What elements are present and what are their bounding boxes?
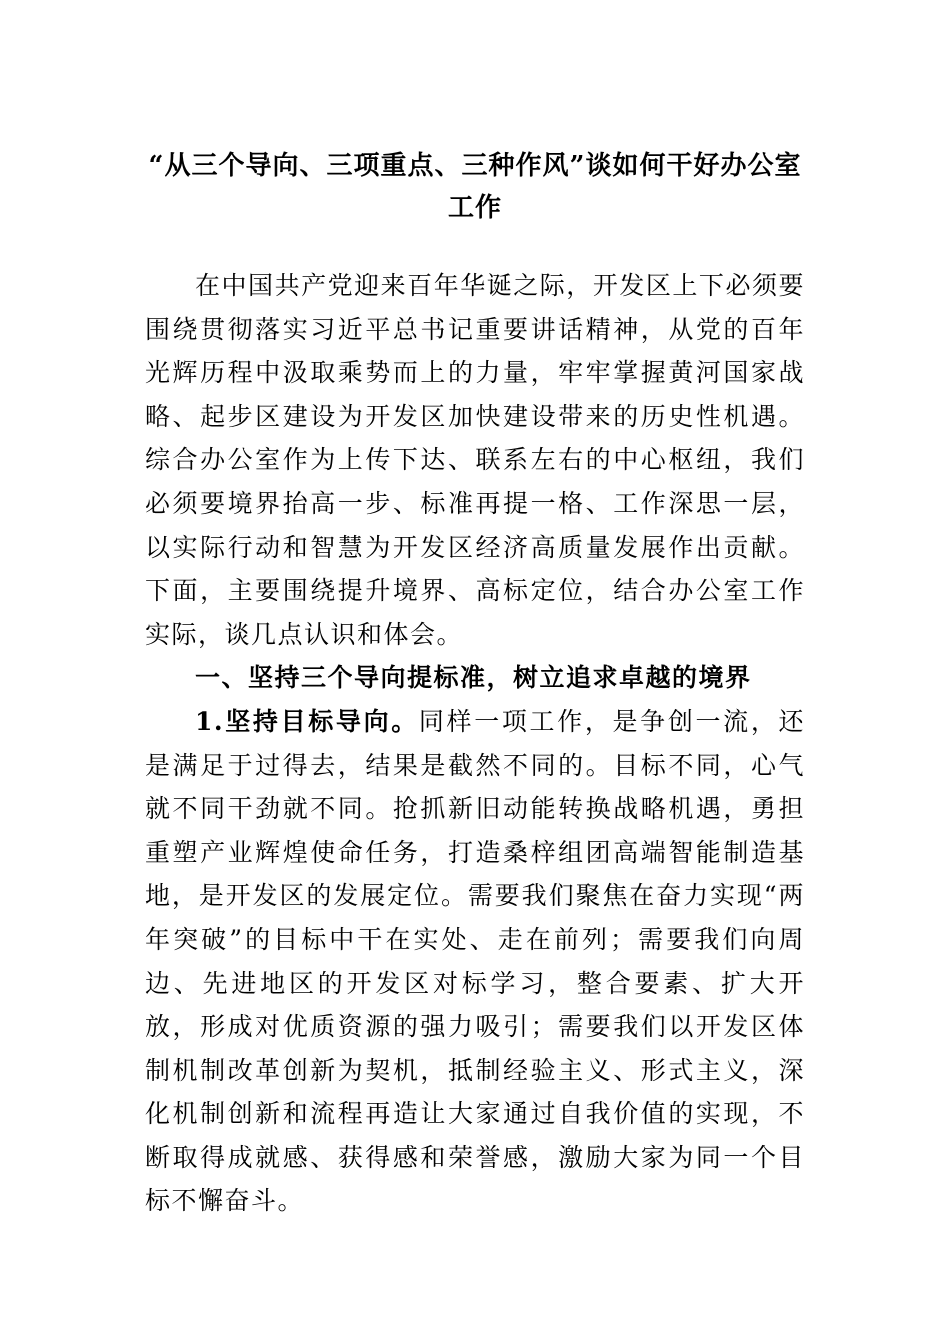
- section-1-heading: 一、坚持三个导向提标准，树立追求卓越的境界: [195, 663, 752, 693]
- item-1-lead: 1.坚持目标导向。: [195, 706, 419, 736]
- intro-paragraph: 在中国共产党迎来百年华诞之际，开发区上下必须要围绕贯彻落实习近平总书记重要讲话精神，从党的百年光辉历程中汲取乘势而上的力量，牢牢掌握黄河国家战略、起步区建设为开发区加快建设带来的历史性机遇。综合办公室作为上传下达、联系左右的中心枢纽，我们必须要境界抬高一步、标准再提一格、工作深思一层，以实际行动和智慧为开发区经济高质量发展作出贡献。下面，主要围绕提升境界、高标定位，结合办公室工作实际，谈几点认识和体会。: [145, 271, 805, 649]
- document-title: [145, 145, 805, 229]
- item-1-paragraph: [145, 700, 805, 1223]
- item-1-body: 同样一项工作，是争创一流，还是满足于过得去，结果是截然不同的。目标不同，心气就不同干劲就不同。抢抓新旧动能转换战略机遇，勇担重塑产业辉煌使命任务，打造桑梓组团高端智能制造基地，是开发区的发展定位。需要我们聚焦在奋力实现“两年突破”的目标中干在实处、走在前列；需要我们向周边、先进地区的开发区对标学习，整合要素、扩大开放，形成对优质资源的强力吸引；需要我们以开发区体制机制改革创新为契机，抵制经验主义、形式主义，深化机制创新和流程再造让大家通过自我价值的实现，不断取得成就感、获得感和荣誉感，激励大家为同一个目标不懈奋斗。: [145, 706, 805, 1216]
- title-line-2: 工作: [447, 193, 502, 223]
- document-page: [145, 145, 805, 1223]
- title-line-1: “从三个导向、三项重点、三种作风”谈如何干好办公室: [148, 151, 802, 181]
